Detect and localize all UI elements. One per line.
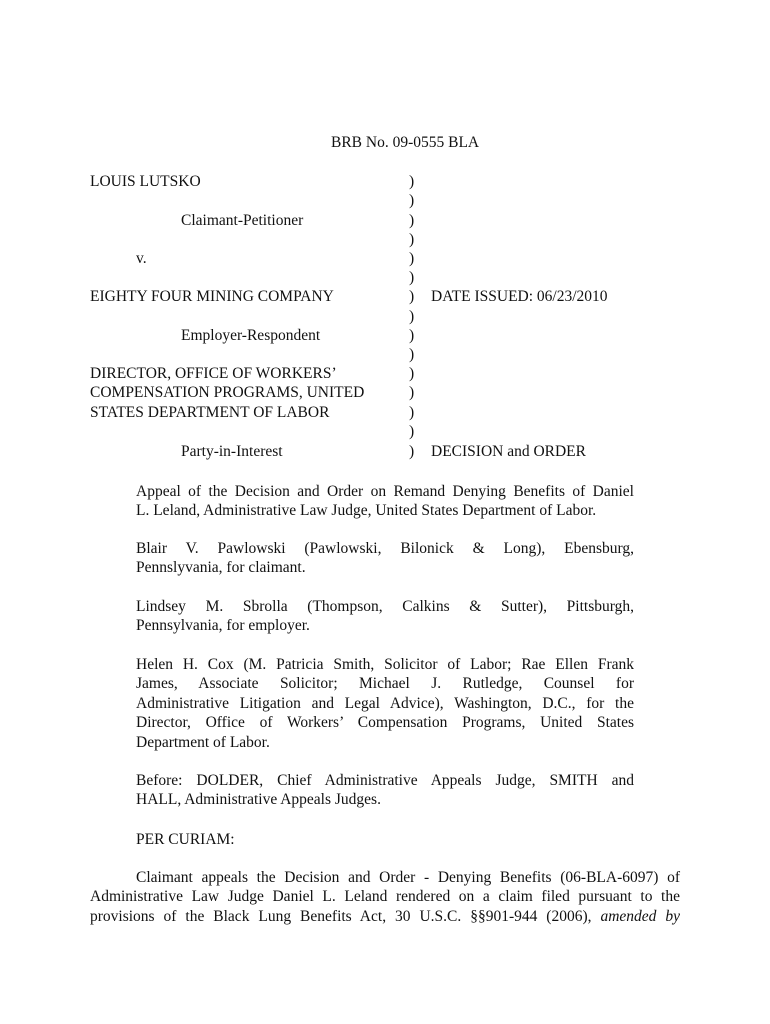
appeal-paragraph [136, 482, 634, 521]
caption-paren: ) [409, 308, 415, 325]
docket-number: BRB No. 09-0555 BLA [331, 134, 480, 151]
body-line-3-text: provisions of the Black Lung Benefits Act, 30 U.S.C. §§901-944 (2006), [90, 907, 601, 925]
counsel-line: Lindsey M. Sbrolla (Thompson, Calkins & Sutter), Pittsburgh, [136, 598, 634, 615]
director-line-3: STATES DEPARTMENT OF LABOR [90, 404, 330, 421]
counsel-line: Director, Office of Workers’ Compensation Programs, United States [136, 714, 634, 732]
panel-paragraph [136, 771, 634, 810]
caption-paren: ) [409, 346, 415, 363]
decision-title: DECISION and ORDER [431, 443, 586, 460]
claimant-role: Claimant-Petitioner [181, 212, 304, 229]
director-line-1: DIRECTOR, OFFICE OF WORKERS’ [90, 365, 337, 382]
caption-paren: ) [409, 404, 415, 421]
director-role: Party-in-Interest [181, 443, 283, 460]
counsel-line: Administrative Litigation and Legal Advice), Washington, D.C., for the [136, 694, 634, 712]
body-line: Claimant appeals the Decision and Order - Denying Benefits (06-BLA-6097) of [136, 869, 680, 886]
caption-paren: ) [409, 384, 415, 401]
caption-paren: ) [409, 365, 415, 382]
counsel-line: Pennsylvania, for employer. [136, 617, 310, 635]
panel-line: Before: DOLDER, Chief Administrative Appeals Judge, SMITH and [136, 772, 634, 789]
body-line-3-italic: amended by [600, 907, 681, 925]
date-issued: DATE ISSUED: 06/23/2010 [431, 288, 608, 305]
counsel-line: Helen H. Cox (M. Patricia Smith, Solicitor of Labor; Rae Ellen Frank [136, 656, 634, 673]
body-line: Administrative Law Judge Daniel L. Leland rendered on a claim filed pursuant to the [90, 888, 680, 906]
claimant-name: LOUIS LUTSKO [90, 173, 201, 190]
employer-name: EIGHTY FOUR MINING COMPANY [90, 288, 334, 305]
appeal-line: L. Leland, Administrative Law Judge, United States Department of Labor. [136, 502, 597, 520]
caption-paren: ) [409, 423, 415, 440]
caption-paren: ) [409, 288, 415, 305]
counsel-line: Pennslyvania, for claimant. [136, 559, 306, 577]
counsel-employer [136, 597, 634, 636]
counsel-line: Department of Labor. [136, 733, 270, 751]
caption-paren: ) [409, 269, 415, 286]
panel-line: HALL, Administrative Appeals Judges. [136, 791, 381, 809]
caption-paren: ) [409, 250, 415, 267]
caption-paren: ) [409, 173, 415, 190]
counsel-claimant [136, 539, 634, 578]
body-paragraph [90, 868, 680, 926]
caption-paren: ) [409, 231, 415, 248]
counsel-line: Blair V. Pawlowski (Pawlowski, Bilonick & Long), Ebensburg, [136, 540, 634, 557]
counsel-line: James, Associate Solicitor; Michael J. Rutledge, Counsel for [136, 675, 634, 693]
caption-paren: ) [409, 212, 415, 229]
per-curiam-heading: PER CURIAM: [136, 831, 235, 848]
employer-role: Employer-Respondent [181, 327, 321, 344]
versus-label: v. [136, 250, 147, 267]
caption-paren: ) [409, 192, 415, 209]
caption-paren: ) [409, 443, 415, 460]
body-line-3 [90, 907, 680, 926]
caption-paren: ) [409, 327, 415, 344]
appeal-line: Appeal of the Decision and Order on Remand Denying Benefits of Daniel [136, 483, 634, 500]
counsel-director [136, 655, 634, 752]
director-line-2: COMPENSATION PROGRAMS, UNITED [90, 384, 365, 401]
